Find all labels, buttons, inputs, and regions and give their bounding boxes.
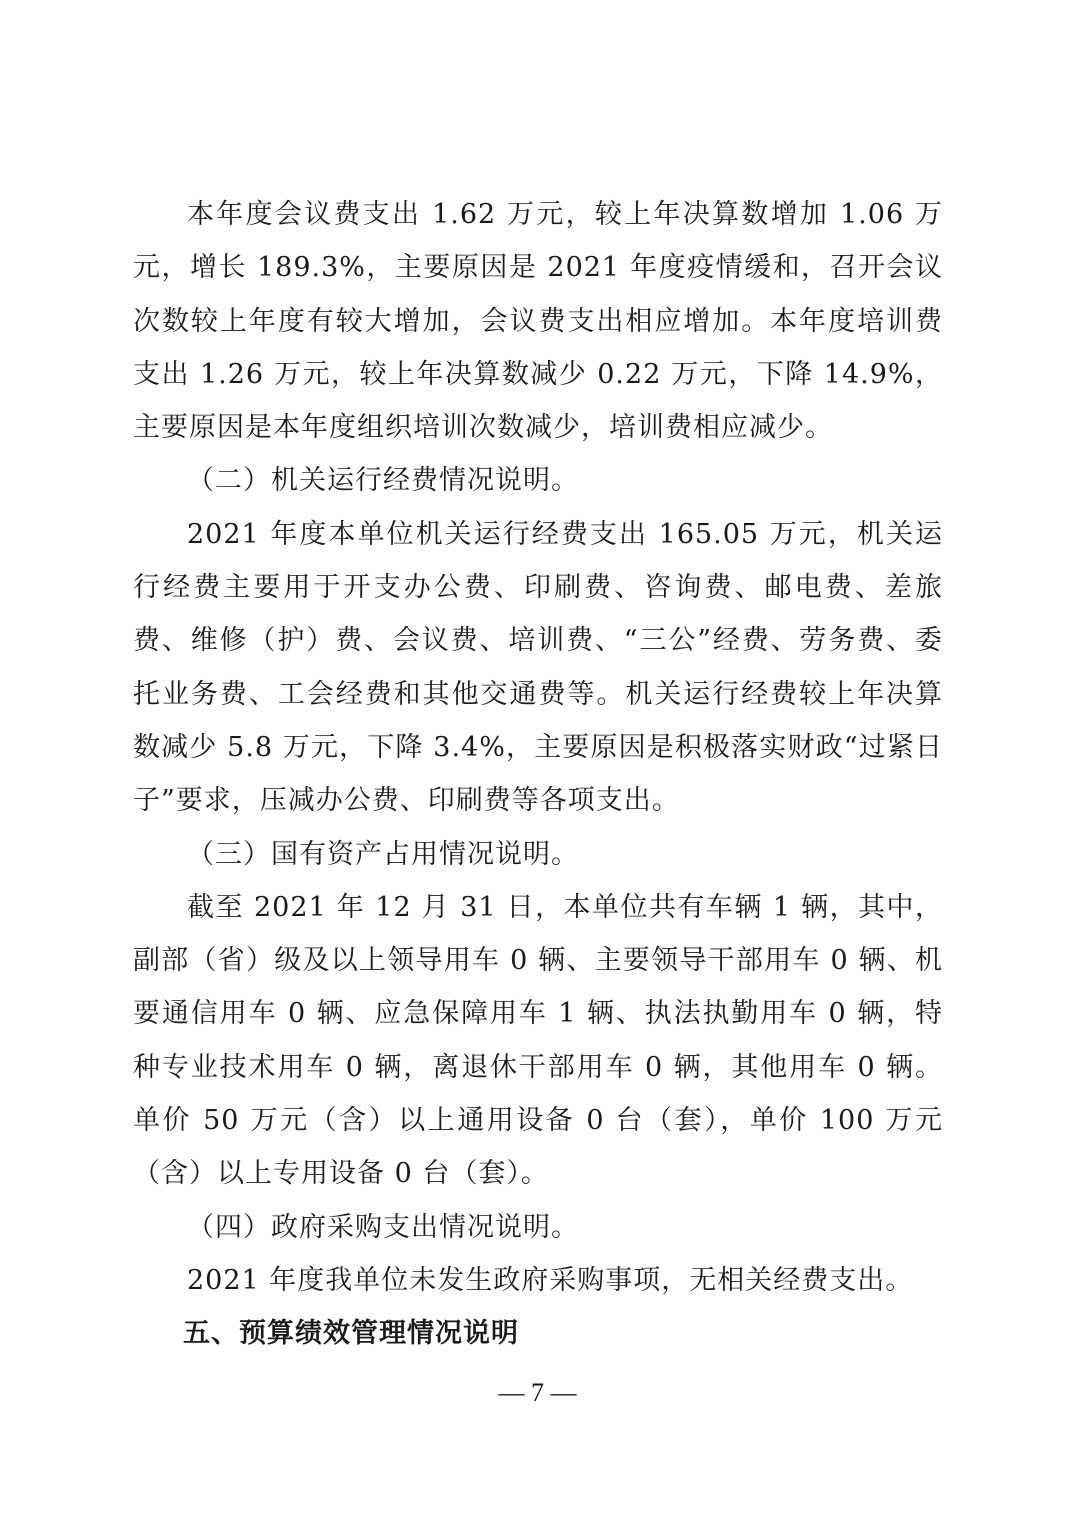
page-number: — 7 — xyxy=(498,1378,577,1407)
document-body xyxy=(133,188,943,1361)
paragraph-operating-expenses: 2021 年度本单位机关运行经费支出 165.05 万元，机关运行经费主要用于开支办公费、印刷费、咨询费、邮电费、差旅费、维修（护）费、会议费、培训费、“三公”经费、劳务费、委托业务费、工会经费和其他交通费等。机关运行经费较上年决算数减少 5.8 万元，下降 3.4%，主要原因是积极落实财政“过紧日子”要求，压减办公费、印刷费等各项支出。 xyxy=(133,518,943,817)
paragraph-meeting-training-fees: 本年度会议费支出 1.62 万元，较上年决算数增加 1.06 万元，增长 189.3%，主要原因是 2021 年度疫情缓和，召开会议次数较上年度有较大增加，会议费支出相应增加。本年度培训费支出 1.26 万元，较上年决算数减少 0.22 万元，下降 14.9%，主要原因是本年度组织培训次数减少，培训费相应减少。 xyxy=(133,199,943,444)
paragraph-state-assets: 截至 2021 年 12 月 31 日，本单位共有车辆 1 辆，其中，副部（省）级及以上领导用车 0 辆、主要领导干部用车 0 辆、机要通信用车 0 辆、应急保障用车 1 辆、执法执勤用车 0 辆，特种专业技术用车 0 辆，离退休干部用车 0 辆，其他用车 0 辆。单价 50 万元（含）以上通用设备 0 台（套），单价 100 万元（含）以上专用设备 0 台（套）。 xyxy=(133,891,943,1190)
subheading-state-assets: （三）国有资产占用情况说明。 xyxy=(187,838,579,870)
paragraph-government-procurement: 2021 年度我单位未发生政府采购事项，无相关经费支出。 xyxy=(187,1264,914,1296)
subheading-operating-expenses: （二）机关运行经费情况说明。 xyxy=(187,465,579,497)
section-heading-performance-management: 五、预算绩效管理情况说明 xyxy=(183,1318,519,1350)
subheading-government-procurement: （四）政府采购支出情况说明。 xyxy=(187,1211,579,1243)
